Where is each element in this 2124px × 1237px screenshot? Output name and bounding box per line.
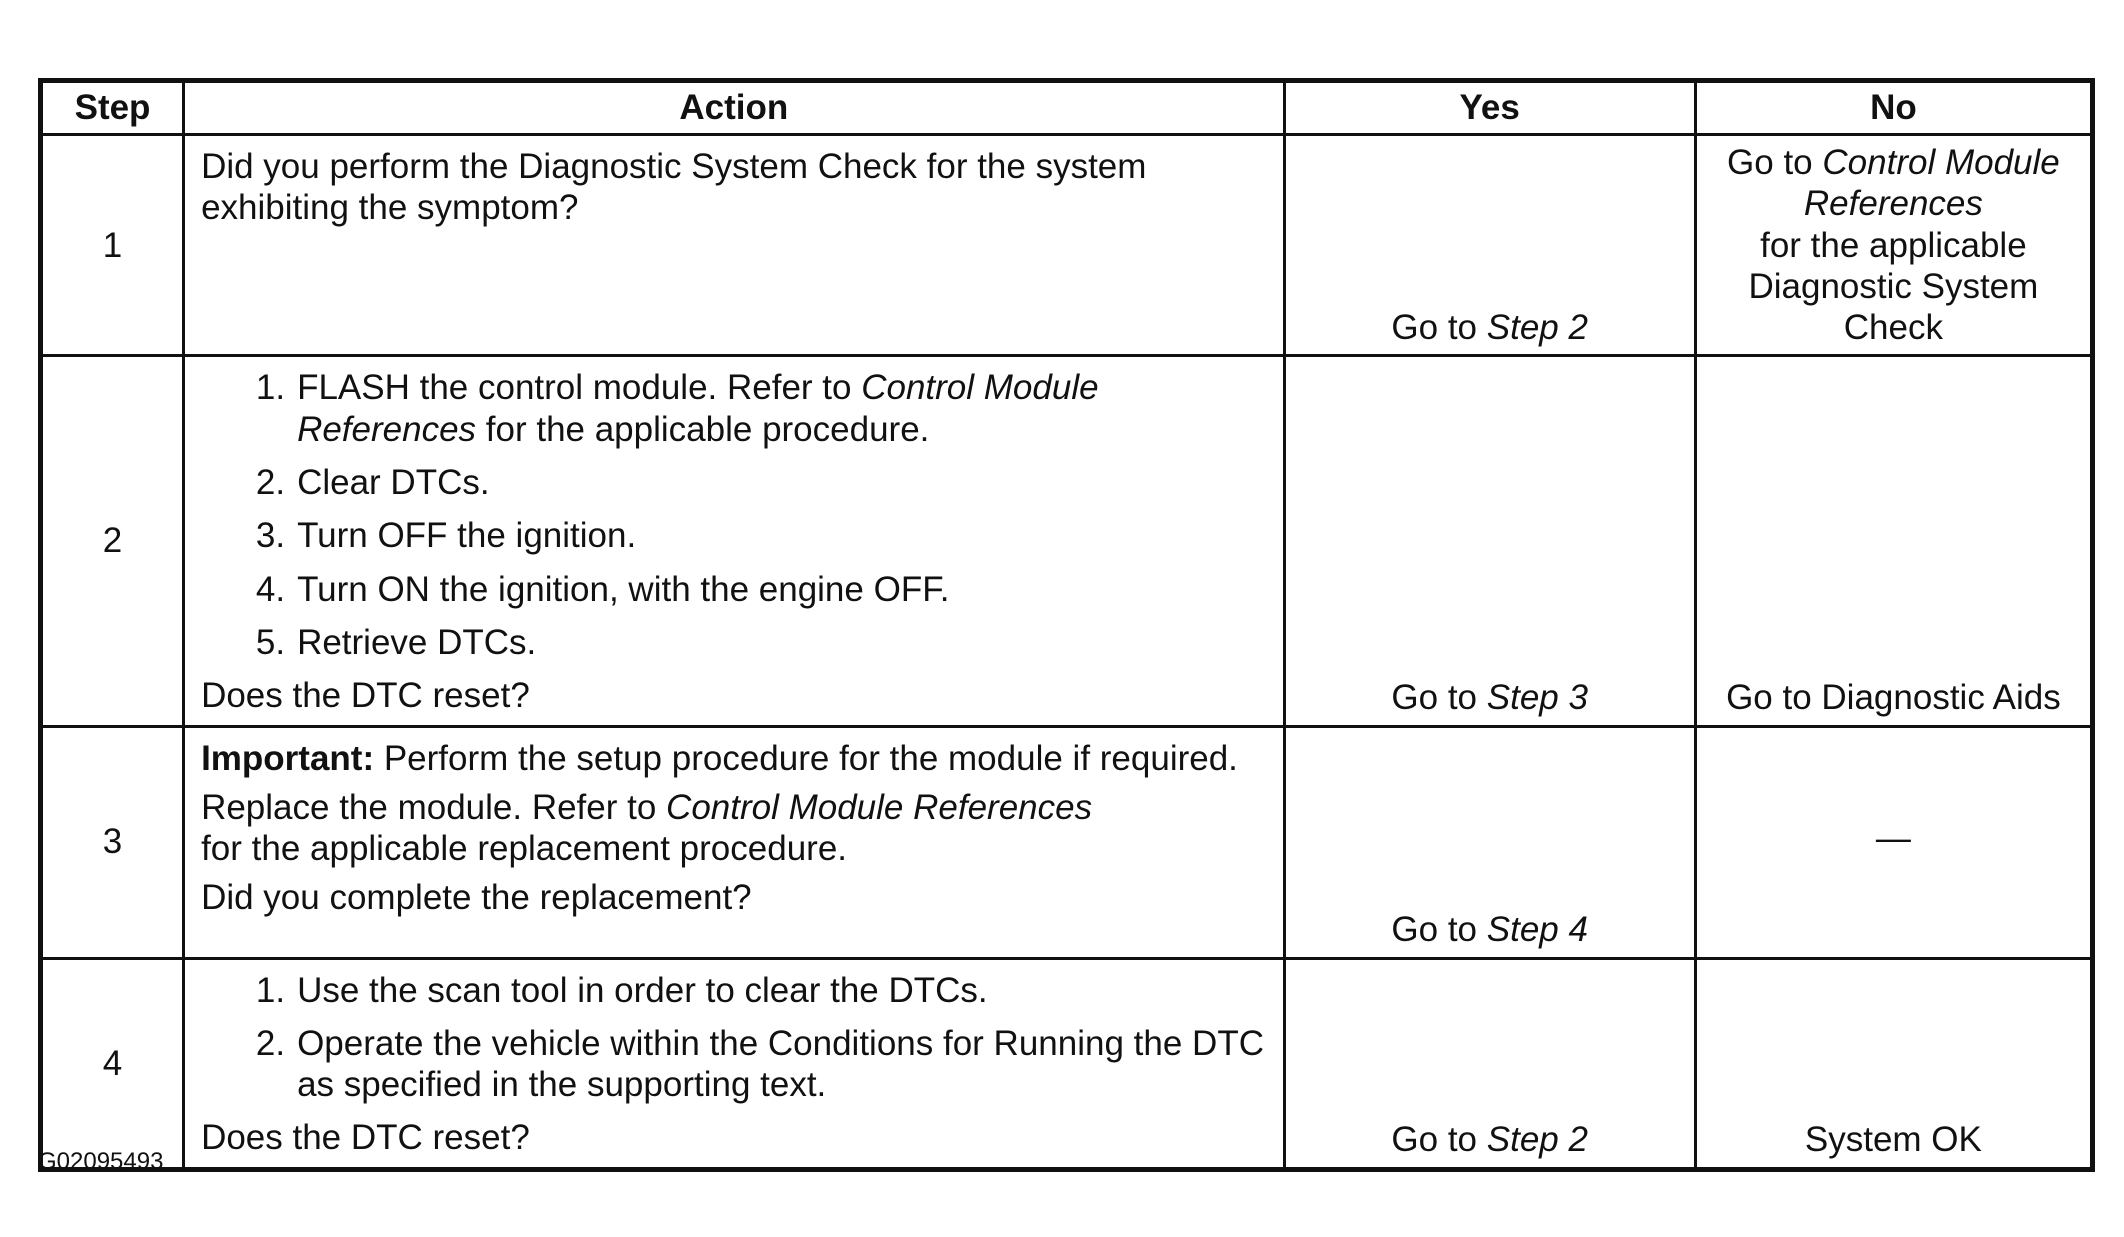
no-text: Go to Diagnostic Aids — [1726, 678, 2061, 718]
list-item — [201, 1023, 1267, 1106]
header-yes: Yes — [1284, 81, 1695, 135]
item-number: 2. — [255, 1023, 286, 1063]
header-no: No — [1695, 81, 2092, 135]
table-row — [41, 356, 2093, 726]
action-question: Does the DTC reset? — [201, 676, 530, 716]
important-label: Important: — [201, 738, 375, 778]
yes-cell — [1284, 356, 1695, 726]
item-number: 1. — [255, 368, 286, 408]
yes-prefix: Go to — [1391, 910, 1478, 950]
item-number: 1. — [255, 970, 286, 1010]
list-item — [201, 569, 1267, 610]
yes-step-ref: Step 4 — [1486, 910, 1588, 950]
replace-instruction: Replace the module. Refer to Control Module References for the applicable replacement procedure. — [201, 787, 1093, 869]
item-text: Clear DTCs. — [297, 463, 490, 503]
list-item — [201, 367, 1267, 450]
item-text: Turn ON the ignition, with the engine OFF. — [297, 569, 950, 609]
header-step: Step — [41, 81, 184, 135]
item-number: 4. — [255, 569, 286, 609]
list-item — [201, 970, 1267, 1011]
action-cell — [184, 135, 1285, 356]
item-number: 3. — [255, 516, 286, 556]
figure-id: G02095493 — [38, 1148, 164, 1175]
item-text: Operate the vehicle within the Conditions for Running the DTC as specified in the supporting text. — [297, 1023, 1264, 1105]
action-question: Did you complete the replacement? — [201, 878, 752, 918]
list-item — [201, 462, 1267, 503]
item-number: 2. — [255, 463, 286, 503]
yes-step-ref: Step 2 — [1486, 308, 1588, 348]
diagnostic-table — [38, 78, 2095, 1172]
list-item — [201, 515, 1267, 556]
action-text: Did you perform the Diagnostic System Check for the system exhibiting the symptom? — [201, 147, 1147, 228]
no-cell — [1695, 726, 2092, 958]
reference-link-text: Control Module References — [297, 368, 1099, 449]
action-cell — [184, 356, 1285, 726]
item-text: Use the scan tool in order to clear the DTCs. — [297, 970, 988, 1010]
yes-step-ref: Step 3 — [1486, 678, 1588, 718]
action-cell — [184, 726, 1285, 958]
item-text: Turn OFF the ignition. — [297, 516, 637, 556]
item-text: Retrieve DTCs. — [297, 622, 537, 662]
no-text: — — [1875, 819, 1911, 859]
table-row — [41, 958, 2093, 1169]
step-number: 4 — [41, 958, 184, 1169]
no-cell — [1695, 356, 2092, 726]
table-row — [41, 726, 2093, 958]
yes-cell — [1284, 958, 1695, 1169]
action-steps-list — [201, 970, 1267, 1106]
table-header-row — [41, 81, 2093, 135]
yes-prefix: Go to — [1391, 308, 1478, 348]
step-number: 3 — [41, 726, 184, 958]
yes-prefix: Go to — [1391, 1120, 1478, 1160]
reference-link-text: Control Module References — [666, 787, 1093, 827]
important-note — [201, 738, 1267, 779]
yes-step-ref: Step 2 — [1486, 1120, 1588, 1160]
no-reference: Control Module References — [1803, 143, 2060, 224]
step-number: 2 — [41, 356, 184, 726]
no-cell — [1695, 135, 2092, 356]
action-steps-list — [201, 367, 1267, 663]
yes-cell — [1284, 135, 1695, 356]
table-row — [41, 135, 2093, 356]
header-action: Action — [184, 81, 1285, 135]
yes-cell — [1284, 726, 1695, 958]
yes-prefix: Go to — [1391, 678, 1478, 718]
no-suffix: for the applicable Diagnostic System Check — [1748, 225, 2039, 348]
list-item — [201, 622, 1267, 663]
action-cell — [184, 958, 1285, 1169]
no-text: System OK — [1804, 1120, 1982, 1160]
no-prefix: Go to — [1727, 143, 1813, 182]
important-text: Perform the setup procedure for the module if required. — [374, 738, 1238, 778]
step-number: 1 — [41, 135, 184, 356]
no-cell — [1695, 958, 2092, 1169]
item-number: 5. — [255, 622, 286, 662]
action-question: Does the DTC reset? — [201, 1118, 530, 1158]
item-text: FLASH the control module. Refer to Control Module References for the applicable procedure. — [297, 368, 1099, 449]
